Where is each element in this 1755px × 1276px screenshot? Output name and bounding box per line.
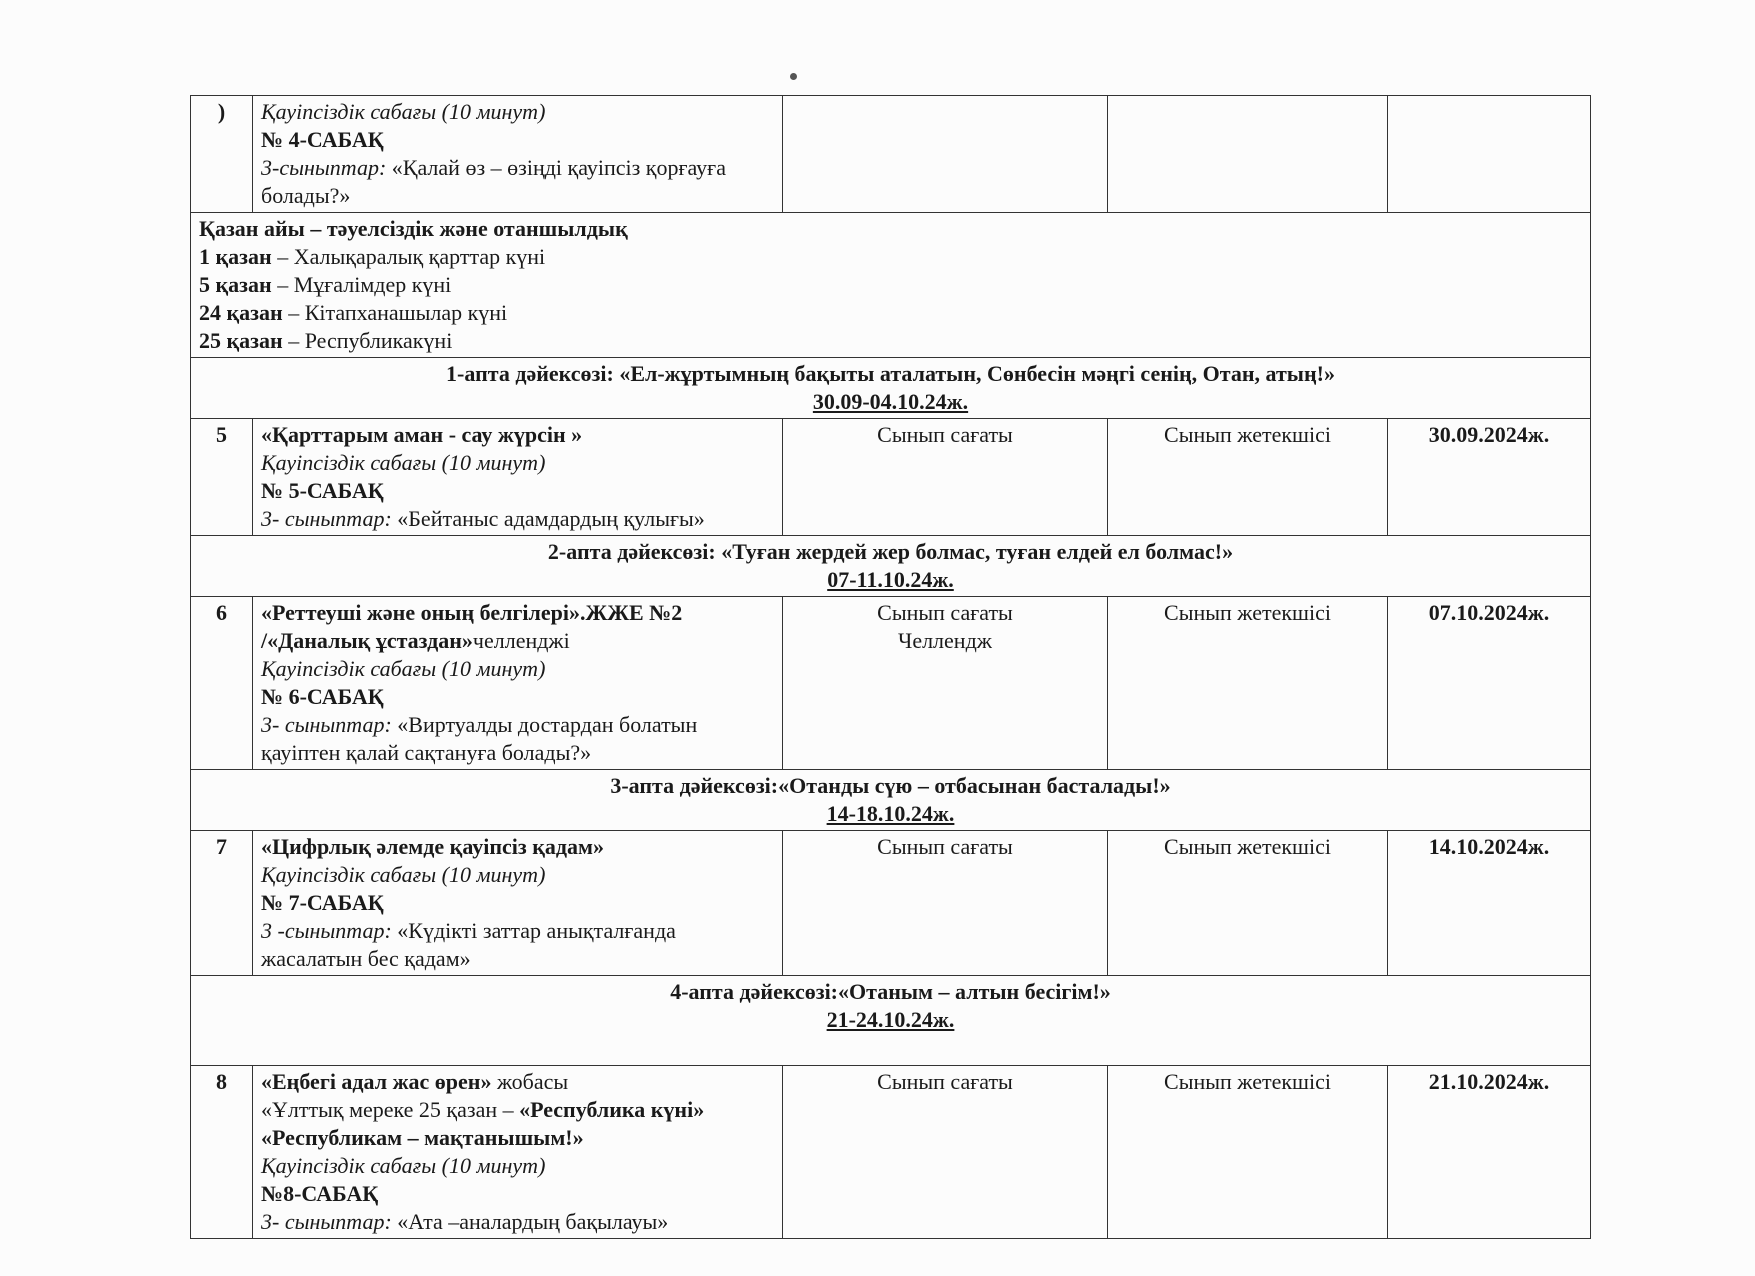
- lesson-number: № 5-САБАҚ: [261, 478, 384, 503]
- week-dates: 21-24.10.24ж.: [826, 1007, 955, 1032]
- event-cell: [253, 597, 783, 770]
- week-banner: [191, 976, 1591, 1066]
- responsible-cell: [1108, 96, 1388, 213]
- responsible-cell: Сынып жетекшісі: [1108, 1066, 1388, 1239]
- grade-topic: 3- сыныптар: «Ата –аналардың бақылауы»: [261, 1209, 669, 1234]
- table-row: [191, 419, 1591, 536]
- safety-lesson-label: Қауіпсіздік сабағы (10 минут): [261, 450, 546, 475]
- week-motto: 2-апта дәйексөзі: «Туған жердей жер болмас, туған елдей ел болмас!»: [547, 539, 1234, 564]
- week-dates: 14-18.10.24ж.: [826, 801, 955, 826]
- safety-lesson-label: Қауіпсіздік сабағы (10 минут): [261, 1153, 546, 1178]
- responsible-cell: Сынып жетекшісі: [1108, 419, 1388, 536]
- form-cell: Сынып сағаты: [783, 419, 1108, 536]
- table-row: [191, 1066, 1591, 1239]
- week-motto: 4-апта дәйексөзі:«Отаным – алтын бесігім!»: [670, 979, 1111, 1004]
- row-number: 5: [191, 419, 253, 536]
- event-title: «Еңбегі адал жас өрен» жобасы: [261, 1069, 569, 1094]
- event-title: «Цифрлық әлемде қауіпсіз қадам»: [261, 834, 604, 859]
- safety-lesson-label: Қауіпсіздік сабағы (10 минут): [261, 99, 546, 124]
- event-subtitle: «Ұлттық мереке 25 қазан – «Республика күні»: [261, 1097, 705, 1122]
- week-motto: 1-апта дәйексөзі: «Ел-жұртымның бақыты аталатын, Сөнбесін мәңгі сенің, Отан, атың!»: [446, 361, 1335, 386]
- event-cell: [253, 831, 783, 976]
- lesson-number: № 4-САБАҚ: [261, 127, 384, 152]
- event-title: «Реттеуші және оның белгілері».ЖЖЕ №2: [261, 600, 683, 625]
- responsible-cell: Сынып жетекшісі: [1108, 831, 1388, 976]
- safety-lesson-label: Қауіпсіздік сабағы (10 минут): [261, 862, 546, 887]
- form-cell: Сынып сағаты Челлендж: [783, 597, 1108, 770]
- holiday-item: 1 қазан – Халықаралық қарттар күні: [199, 244, 546, 269]
- table-row: [191, 831, 1591, 976]
- week-banner: [191, 358, 1591, 419]
- row-number: 6: [191, 597, 253, 770]
- lesson-number: № 6-САБАҚ: [261, 684, 384, 709]
- event-cell: [253, 96, 783, 213]
- table-row: [191, 597, 1591, 770]
- date-cell: 21.10.2024ж.: [1388, 1066, 1591, 1239]
- week-motto: 3-апта дәйексөзі:«Отанды сүю – отбасынан басталады!»: [610, 773, 1171, 798]
- form-cell: Сынып сағаты: [783, 1066, 1108, 1239]
- row-number: 8: [191, 1066, 253, 1239]
- lesson-number: №8-САБАҚ: [261, 1181, 379, 1206]
- holiday-item: 25 қазан – Республикакүні: [199, 328, 453, 353]
- week-banner: [191, 770, 1591, 831]
- date-cell: 14.10.2024ж.: [1388, 831, 1591, 976]
- date-cell: 30.09.2024ж.: [1388, 419, 1591, 536]
- row-number: 7: [191, 831, 253, 976]
- holiday-item: 24 қазан – Кітапханашылар күні: [199, 300, 508, 325]
- event-cell: [253, 1066, 783, 1239]
- event-subtitle: /«Даналық ұстаздан»челленджі: [261, 628, 570, 653]
- table-row: [191, 96, 1591, 213]
- holiday-item: 5 қазан – Мұғалімдер күні: [199, 272, 452, 297]
- grade-topic: 3-сыныптар: «Қалай өз – өзіңді қауіпсіз қорғауға болады?»: [261, 155, 726, 208]
- scan-speck: [790, 73, 797, 80]
- form-cell: [783, 96, 1108, 213]
- safety-lesson-label: Қауіпсіздік сабағы (10 минут): [261, 656, 546, 681]
- lesson-number: № 7-САБАҚ: [261, 890, 384, 915]
- month-title: Қазан айы – тәуелсіздік және отаншылдық: [199, 216, 628, 241]
- week-dates: 30.09-04.10.24ж.: [812, 389, 969, 414]
- event-title: «Қарттарым аман - сау жүрсін »: [261, 422, 583, 447]
- event-plan-table: [190, 95, 1591, 1239]
- date-cell: [1388, 96, 1591, 213]
- event-slogan: «Республикам – мақтанышым!»: [261, 1125, 584, 1150]
- form-cell: Сынып сағаты: [783, 831, 1108, 976]
- responsible-cell: Сынып жетекшісі: [1108, 597, 1388, 770]
- row-number: ): [191, 96, 253, 213]
- month-block: [191, 213, 1591, 358]
- grade-topic: 3- сыныптар: «Бейтаныс адамдардың қулығы»: [261, 506, 705, 531]
- date-cell: 07.10.2024ж.: [1388, 597, 1591, 770]
- week-banner: [191, 536, 1591, 597]
- grade-topic: 3 -сыныптар: «Күдікті заттар анықталғанда жасалатын бес қадам»: [261, 918, 676, 971]
- week-dates: 07-11.10.24ж.: [827, 567, 954, 592]
- event-cell: [253, 419, 783, 536]
- grade-topic: 3- сыныптар: «Виртуалды достардан болатын қауіптен қалай сақтануға болады?»: [261, 712, 698, 765]
